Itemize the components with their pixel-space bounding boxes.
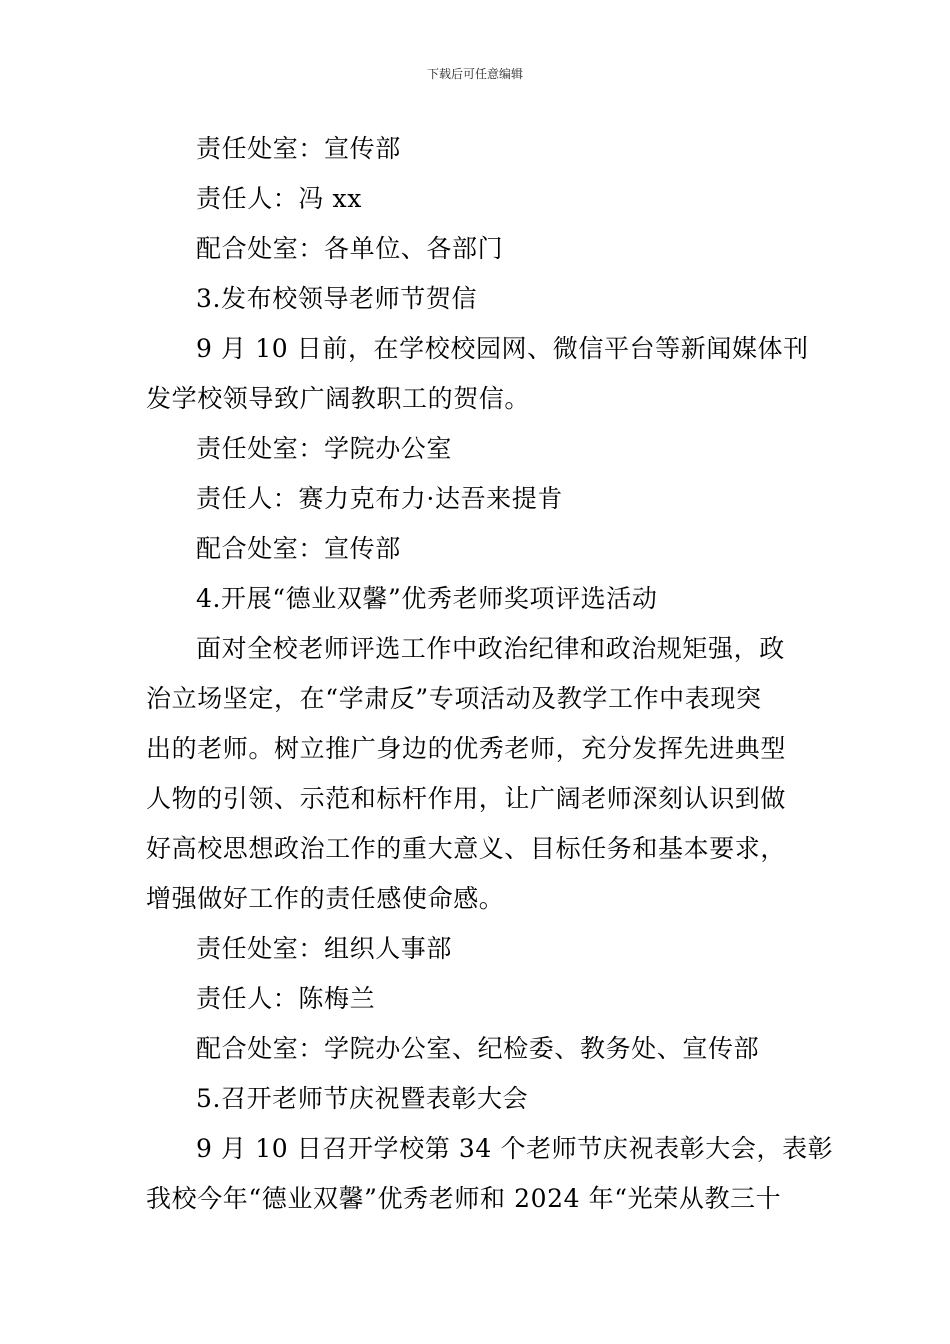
- text-line: 责任处室：组织人事部: [196, 934, 453, 963]
- text-line: 9 月 10 日召开学校第 34 个老师节庆祝表彰大会，表彰: [196, 1134, 834, 1163]
- text-line: 面对全校老师评选工作中政治纪律和政治规矩强，政: [196, 634, 785, 663]
- text-line: 责任人：冯 xx: [196, 184, 362, 213]
- text-line: 责任人：赛力克布力·达吾来提肯: [196, 484, 563, 513]
- text-line: 责任处室：宣传部: [196, 134, 401, 163]
- document-body: [146, 124, 834, 1224]
- text-line: 好高校思想政治工作的重大意义、目标任务和基本要求，: [146, 834, 787, 863]
- page-header-note: 下载后可任意编辑: [426, 67, 523, 81]
- text-line: 出的老师。树立推广身边的优秀老师，充分发挥先进典型: [146, 734, 787, 763]
- text-line: 责任处室：学院办公室: [196, 434, 453, 463]
- text-line: 9 月 10 日前，在学校校园网、微信平台等新闻媒体刊: [196, 334, 809, 363]
- text-line: 治立场坚定，在“学肃反”专项活动及教学工作中表现突: [146, 684, 762, 713]
- text-line: 责任人：陈梅兰: [196, 984, 376, 1013]
- text-line: 人物的引领、示范和标杆作用，让广阔老师深刻认识到做: [146, 784, 787, 813]
- text-line: 增强做好工作的责任感使命感。: [146, 884, 505, 913]
- text-line: 配合处室：宣传部: [196, 534, 401, 563]
- text-line: 我校今年“德业双馨”优秀老师和 2024 年“光荣从教三十: [146, 1184, 782, 1213]
- section-heading: 4.开展“德业双馨”优秀老师奖项评选活动: [196, 584, 658, 613]
- text-line: 配合处室：各单位、各部门: [196, 234, 504, 263]
- section-heading: 5.召开老师节庆祝暨表彰大会: [196, 1084, 529, 1113]
- text-line: 配合处室：学院办公室、纪检委、教务处、宣传部: [196, 1034, 760, 1063]
- text-line: 发学校领导致广阔教职工的贺信。: [146, 384, 531, 413]
- section-heading: 3.发布校领导老师节贺信: [196, 284, 478, 313]
